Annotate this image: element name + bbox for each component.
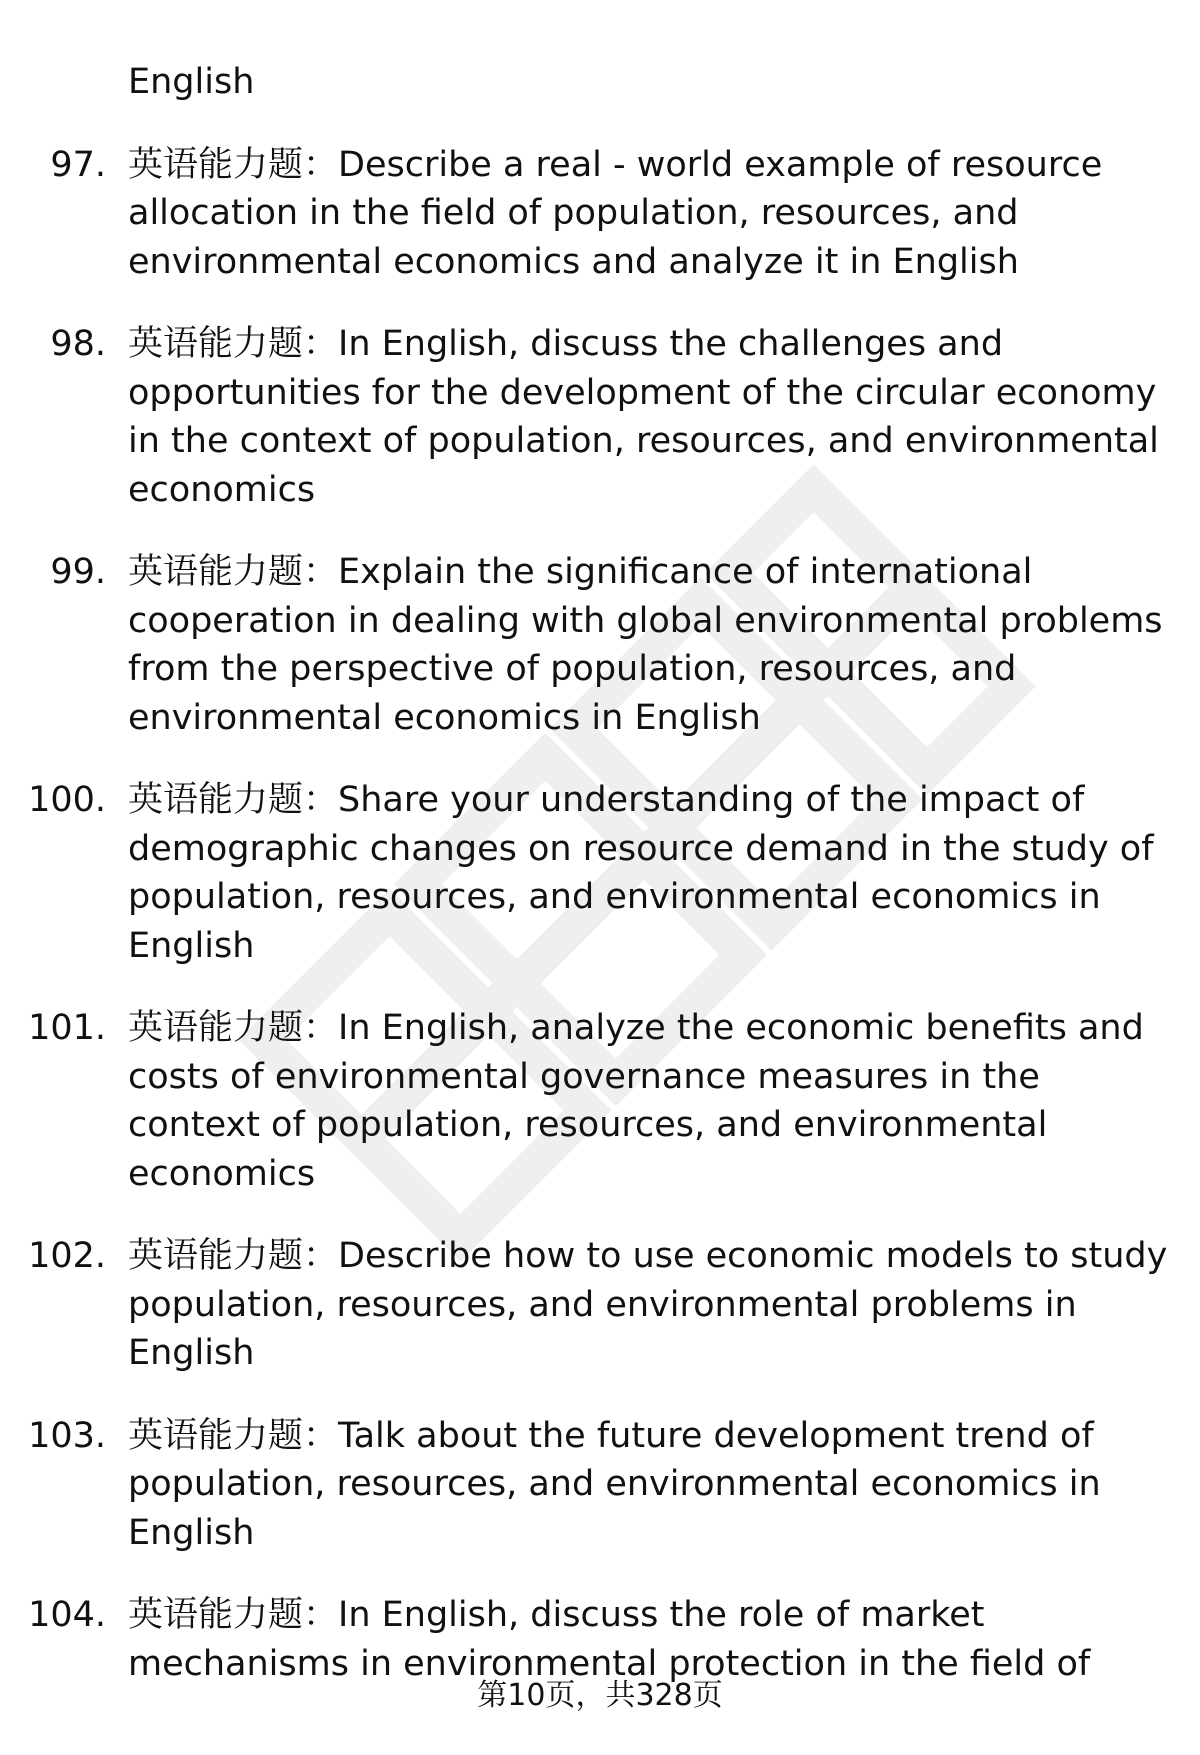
question-number: 103.: [28, 1415, 106, 1456]
question-number: 99.: [50, 552, 106, 592]
question-item: [0, 1412, 1200, 1558]
question-item: [0, 1232, 1200, 1378]
question-label: 英语能力题：: [128, 552, 339, 592]
question-list: [0, 58, 1200, 1722]
question-label: 英语能力题：: [128, 144, 339, 185]
question-label: 英语能力题：: [128, 324, 339, 364]
question-number: 101.: [28, 1008, 106, 1048]
question-item: [0, 548, 1200, 742]
question-text: In English, discuss the challenges and opportunities for the development of the circular economy in the context of population, resources, and environmental economics: [128, 324, 1159, 510]
continuation-text: English: [128, 62, 255, 102]
question-number: 102.: [28, 1236, 106, 1276]
question-item: [0, 1591, 1200, 1688]
question-text: Describe a real - world example of resource allocation in the field of population, resources, and environmental economics and analyze it in English: [128, 144, 1103, 282]
question-item: [0, 320, 1200, 514]
question-text: Talk about the future development trend of population, resources, and environmental economics in English: [128, 1415, 1101, 1553]
question-item: [0, 776, 1200, 970]
question-number: 97.: [50, 144, 106, 185]
page-footer: 第10页，共328页: [477, 1678, 723, 1713]
question-label: 英语能力题：: [128, 1236, 339, 1276]
question-number: 100.: [28, 780, 106, 820]
question-item: [0, 1004, 1200, 1198]
question-label: 英语能力题：: [128, 1008, 339, 1048]
question-number: 98.: [50, 324, 106, 364]
question-label: 英语能力题：: [128, 1415, 339, 1456]
question-label: 英语能力题：: [128, 780, 339, 820]
question-label: 英语能力题：: [128, 1595, 339, 1635]
question-number: 104.: [28, 1595, 106, 1635]
question-text: Describe how to use economic models to study population, resources, and environmental problems in English: [128, 1236, 1168, 1373]
question-text: Explain the significance of international cooperation in dealing with global environmental problems from the perspective of population, resources, and environmental economics in English: [128, 552, 1163, 738]
question-text: Share your understanding of the impact of demographic changes on resource demand in the study of population, resources, and environmental economics in English: [128, 780, 1154, 966]
question-text: In English, analyze the economic benefits and costs of environmental governance measures in the context of population, resources, and environmental economics: [128, 1008, 1144, 1194]
question-text: In English, discuss the role of market mechanisms in environmental protection in the field of: [128, 1595, 1091, 1684]
question-item: [0, 141, 1200, 287]
